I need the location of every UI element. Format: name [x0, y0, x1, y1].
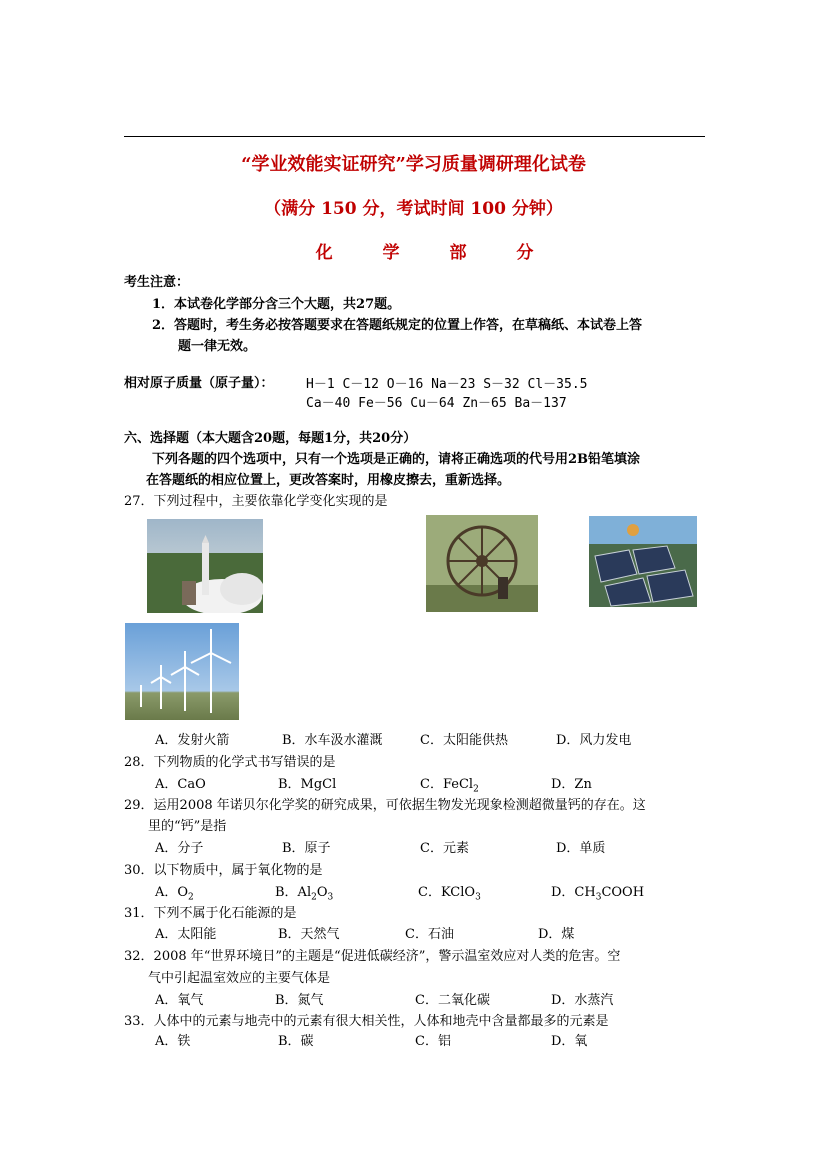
- question-31-option-d: D．煤: [538, 927, 575, 942]
- question-31-option-a: A．太阳能: [155, 927, 217, 942]
- question-31-option-b: B．天然气: [278, 927, 340, 942]
- question-31-option-c: C．石油: [405, 927, 454, 942]
- question-30-option-b: [275, 881, 333, 903]
- notice-item-2: 2．答题时，考生务必按答题要求在答题纸规定的位置上作答，在草稿纸、本试卷上答: [152, 318, 643, 333]
- atomic-mass-line-1: H－1 C－12 O－16 Na－23 S－32 Cl－35.5: [306, 377, 588, 392]
- question-32-option-c: C．二氧化碳: [415, 993, 490, 1008]
- question-28-option-b: B．MgCl: [278, 777, 337, 792]
- question-33-option-d: D．氧: [551, 1034, 588, 1049]
- kclo3-subscript: 3: [475, 892, 481, 903]
- question-27-option-d: D．风力发电: [556, 733, 632, 748]
- question-28-option-a: A．CaO: [155, 777, 206, 792]
- waterwheel-image: [426, 515, 538, 612]
- question-29-option-c: C．元素: [420, 841, 469, 856]
- question-30-option-b-text: B．Al: [275, 885, 312, 900]
- question-32-stem: 32．2008 年“世界环境日”的主题是“促进低碳经济”，警示温室效应对人类的危害。空: [124, 949, 621, 964]
- exam-subtitle: （满分 150 分，考试时间 100 分钟）: [264, 199, 563, 219]
- ch3-subscript: 3: [595, 892, 602, 903]
- o2-subscript: 2: [188, 892, 194, 903]
- question-30-option-c: [418, 881, 481, 903]
- question-27-option-c: C．太阳能供热: [420, 733, 508, 748]
- question-29-option-a: A．分子: [155, 841, 204, 856]
- question-28-option-c-text: C．FeCl: [420, 777, 474, 792]
- question-32-stem-cont: 气中引起温室效应的主要气体是: [148, 971, 331, 986]
- question-28-option-d: D．Zn: [551, 777, 592, 792]
- question-30-option-d-text: D．CH: [551, 885, 596, 900]
- question-32-option-d: D．水蒸汽: [551, 993, 614, 1008]
- question-27-option-b: B．水车汲水灌溉: [282, 733, 383, 748]
- cooh-text: COOH: [601, 885, 645, 900]
- question-29-option-d: D．单质: [556, 841, 606, 856]
- question-30-option-a: [155, 881, 194, 903]
- al2o3-subscript: 3: [327, 892, 334, 903]
- question-30-stem: 30．以下物质中，属于氧化物的是: [124, 863, 323, 878]
- part6-instruction-2: 在答题纸的相应位置上，更改答案时，用橡皮擦去，重新选择。: [146, 473, 511, 488]
- question-29-stem: 29．运用2008 年诺贝尔化学奖的研究成果，可依据生物发光现象检测超微量钙的存在。这: [124, 798, 646, 813]
- atomic-mass-line-2: Ca－40 Fe－56 Cu－64 Zn－65 Ba－137: [306, 396, 567, 411]
- notice-item-2-cont: 题一律无效。: [178, 339, 257, 354]
- question-32-option-b: B．氮气: [275, 993, 324, 1008]
- part6-instruction-1: 下列各题的四个选项中，只有一个选项是正确的，请将正确选项的代号用2B铅笔填涂: [152, 452, 641, 467]
- exam-title: “学业效能实证研究”学习质量调研理化试卷: [241, 154, 586, 175]
- question-27-option-a: A．发射火箭: [155, 733, 230, 748]
- wind-turbines-image: [125, 623, 239, 720]
- section-title: 化 学 部 分: [315, 243, 556, 263]
- part6-heading: 六、选择题（本大题含20题，每题1分，共20分）: [124, 431, 417, 446]
- notice-item-1: 1．本试卷化学部分含三个大题，共27题。: [152, 297, 401, 312]
- rocket-launch-image: [147, 519, 263, 613]
- question-30-option-a-text: A．O: [155, 885, 189, 900]
- atomic-mass-label: 相对原子质量（原子量）：: [124, 376, 274, 391]
- question-33-option-c: C．铝: [415, 1034, 451, 1049]
- question-30-option-d: [551, 881, 644, 903]
- question-33-option-a: A．铁: [155, 1034, 191, 1049]
- question-32-option-a: A．氧气: [155, 993, 204, 1008]
- question-29-stem-cont: 里的“钙”是指: [148, 819, 227, 834]
- header-rule: [124, 136, 705, 137]
- question-33-option-b: B．碳: [278, 1034, 314, 1049]
- question-33-stem: 33．人体中的元素与地壳中的元素有很大相关性，人体和地壳中含量都最多的元素是: [124, 1014, 609, 1029]
- fecl-subscript: 2: [473, 784, 479, 795]
- question-27-stem: 27．下列过程中，主要依靠化学变化实现的是: [124, 494, 388, 509]
- question-30-option-c-text: C．KClO: [418, 885, 476, 900]
- question-28-stem: 28．下列物质的化学式书写错误的是: [124, 755, 336, 770]
- solar-panels-image: [589, 516, 697, 607]
- al2o3-oxygen: O: [316, 885, 328, 900]
- question-29-option-b: B．原子: [282, 841, 331, 856]
- notice-heading: 考生注意：: [124, 275, 190, 290]
- al-subscript: 2: [311, 892, 317, 903]
- question-31-stem: 31．下列不属于化石能源的是: [124, 906, 297, 921]
- question-28-option-c: [420, 773, 479, 795]
